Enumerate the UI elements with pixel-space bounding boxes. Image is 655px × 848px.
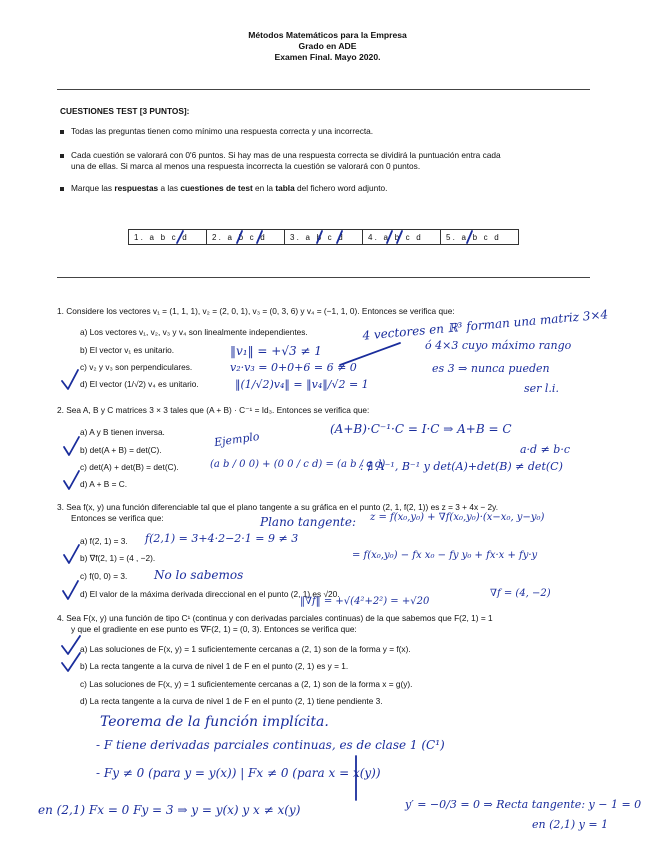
- question-2-option-b: b) det(A + B) = det(C).: [80, 445, 162, 455]
- answer-cell-3[interactable]: 3. a b c d: [285, 230, 363, 245]
- answer-mark-5b: [467, 231, 472, 243]
- hw-q1-note5: ó 4×3 cuyo máximo rango: [425, 339, 572, 352]
- question-4-option-d: d) La recta tangente a la curva de nivel 1 de F en el punto (2, 1) tiene pendiente 3.: [80, 696, 383, 706]
- question-2-option-c: c) det(A) + det(B) = det(C).: [80, 462, 179, 472]
- answer-mark-2d: [257, 231, 262, 243]
- test-section-title: CUESTIONES TEST [3 PUNTOS]:: [60, 106, 190, 116]
- check-q3b: [64, 545, 79, 563]
- hw-q2-note1: (A+B)·C⁻¹·C = I·C ⇒ A+B = C: [330, 422, 512, 436]
- answer-mark-2b: [237, 231, 242, 243]
- hw-q1-note2: ‖v₁‖ = +√3 ≠ 1: [230, 344, 322, 358]
- hw-q4-note6: en (2,1) y = 1: [532, 818, 609, 831]
- hw-q3-note5: No lo sabemos: [154, 568, 244, 582]
- question-3-option-d: d) El valor de la máxima derivada direccional en el punto (2, 1) es √20.: [80, 589, 340, 599]
- question-3-option-c: c) f(0, 0) = 3.: [80, 571, 128, 581]
- hw-q2-note3: (a b / 0 0) + (0 0 / c d) = (a b / c d): [210, 459, 386, 470]
- answer-mark-4a: [387, 231, 392, 243]
- question-3-option-b: b) ∇f(2, 1) = (4 , −2).: [80, 553, 156, 563]
- rule-3: Marque las respuestas a las cuestiones de test en la tabla del fichero word adjunto.: [71, 183, 388, 193]
- hw-q3-note4: = f(x₀,y₀) − fx x₀ − fy y₀ + fx·x + fy·y: [352, 550, 538, 561]
- rule-2a: Cada cuestión se valorará con 0'6 puntos. Si hay mas de una respuesta correcta se dividirá la puntuación entra cada: [71, 150, 501, 160]
- hw-q2-note5: a·d ≠ b·c: [520, 443, 571, 456]
- question-3-stem-cont: Entonces se verifica que:: [71, 513, 164, 523]
- hw-q3-note3: z = f(x₀,y₀) + ∇f(x₀,y₀)·(x−x₀, y−y₀): [370, 512, 545, 523]
- question-4-option-c: c) Las soluciones de F(x, y) = 1 suficientemente cercanas a (2, 1) son de la forma x = g(y).: [80, 679, 413, 689]
- question-3-option-a: a) f(2, 1) = 3.: [80, 536, 128, 546]
- hw-q4-note5: y′ = −0/3 = 0 ⇒ Recta tangente: y − 1 = 0: [405, 798, 642, 811]
- rule-1: Todas las preguntas tienen como mínimo una respuesta correcta y una incorrecta.: [71, 126, 374, 136]
- check-q4a: [62, 636, 80, 654]
- question-2-option-a: a) A y B tienen inversa.: [80, 427, 165, 437]
- rule-2b: una de ellas. Si marca al menos una respuesta incorrecta la cuestión se valorará con 0 puntos.: [71, 161, 421, 171]
- question-4-stem-cont: y que el gradiente en ese punto es ∇F(2, 1) = (0, 3). Entonces se verifica que:: [71, 624, 357, 634]
- check-q2b: [64, 437, 79, 455]
- hw-q2-note2: Ejemplo: [213, 429, 261, 450]
- hw-q4-note1: Teorema de la función implícita.: [100, 714, 329, 730]
- answer-cell-4[interactable]: 4. a b c d: [363, 230, 441, 245]
- question-2-stem: 2. Sea A, B y C matrices 3 × 3 tales que (A + B) · C⁻¹ = Id₃. Entonces se verifica que:: [57, 405, 370, 415]
- answer-mark-1d: [177, 231, 183, 243]
- hw-q1-note1: 4 vectores en ℝ³ forman una matriz 3×4: [361, 307, 609, 343]
- hw-q1-note4: ‖(1/√2)v₄‖ = ‖v₄‖/√2 = 1: [235, 378, 369, 391]
- answer-mark-4b: [397, 231, 402, 243]
- answer-cell-5[interactable]: 5. a b c d: [441, 230, 519, 245]
- question-1-option-d: d) El vector (1/√2) v₄ es unitario.: [80, 379, 199, 389]
- answer-mark-3d: [337, 231, 342, 243]
- question-3-stem: 3. Sea f(x, y) una función diferenciable tal que el plano tangente a su gráfica en el punto (2, 1, f(2, 1)) es z = 3 + 4x − 2y.: [57, 502, 499, 512]
- question-1-stem: 1. Considere los vectores v₁ = (1, 1, 1), v₂ = (2, 0, 1), v₃ = (0, 3, 6) y v₄ = (−1, 1, 0). Entonces se verifica que:: [57, 306, 455, 316]
- hw-q4-note4: en (2,1) Fx = 0 Fy = 3 ⇒ y = y(x) y x ≠ x(y): [38, 803, 301, 817]
- check-q3d: [63, 581, 78, 599]
- check-q1d: [62, 370, 78, 389]
- hw-q3-note2: Plano tangente:: [260, 515, 357, 529]
- degree-title: Grado en ADE: [298, 41, 357, 51]
- answer-cell-1[interactable]: 1. a b c d: [129, 230, 207, 245]
- check-q2d: [64, 471, 79, 489]
- question-4-option-b: b) La recta tangente a la curva de nivel 1 de F en el punto (2, 1) es y = 1.: [80, 661, 349, 671]
- hw-q3-note6: ‖∇f‖ = +√(4²+2²) = +√20: [300, 596, 430, 607]
- hw-q3-note7: ∇f = (4, −2): [490, 588, 551, 599]
- hw-q1-note3: v₂·v₃ = 0+0+6 = 6 ≠ 0: [230, 361, 357, 374]
- hw-q3-note1: f(2,1) = 3+4·2−2·1 = 9 ≠ 3: [145, 532, 299, 545]
- hw-q4-note2: - F tiene derivadas parciales continuas, es de clase 1 (C¹): [96, 738, 445, 752]
- answer-cell-2[interactable]: 2. a b c d: [207, 230, 285, 245]
- check-q4b: [62, 653, 80, 671]
- hw-q2-note4: : ∄ A⁻¹, B⁻¹ y det(A)+det(B) ≠ det(C): [360, 460, 563, 473]
- exam-title: Examen Final. Mayo 2020.: [274, 52, 381, 62]
- answer-mark-3b: [317, 231, 322, 243]
- question-1-option-c: c) v₂ y v₃ son perpendiculares.: [80, 362, 193, 372]
- question-2-option-d: d) A + B = C.: [80, 479, 128, 489]
- question-1-option-a: a) Los vectores v₁, v₂, v₃ y v₄ son linealmente independientes.: [80, 327, 308, 337]
- hw-q1-note6: es 3 ⇒ nunca pueden: [432, 362, 550, 375]
- course-title: Métodos Matemáticos para la Empresa: [248, 30, 407, 40]
- question-4-option-a: a) Las soluciones de F(x, y) = 1 suficientemente cercanas a (2, 1) son de la forma y = f(x).: [80, 644, 411, 654]
- question-4-stem: 4. Sea F(x, y) una función de tipo C¹ (continua y con derivadas parciales continuas) de la que sabemos que F(2, 1) = 1: [57, 613, 493, 623]
- hw-q4-note3: - Fy ≠ 0 (para y = y(x)) | Fx ≠ 0 (para x = x(y)): [96, 766, 381, 780]
- hw-q1-note7: ser l.i.: [524, 382, 559, 395]
- question-1-option-b: b) El vector v₁ es unitario.: [80, 345, 175, 355]
